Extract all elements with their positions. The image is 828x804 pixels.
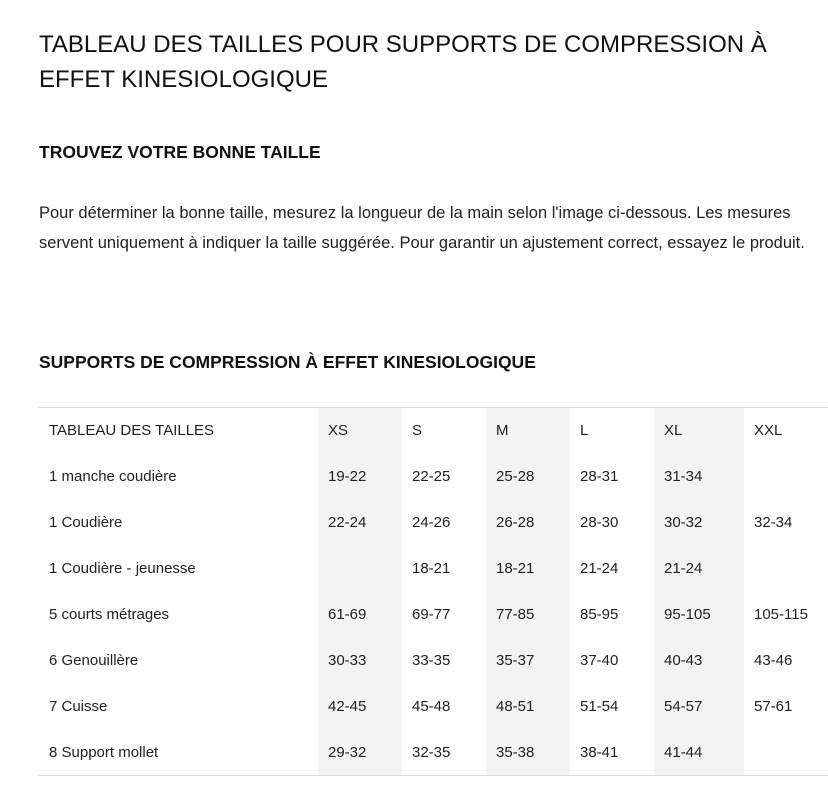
header-cell-l: L	[580, 422, 589, 440]
table-cell: 41-44	[654, 730, 744, 776]
table-cell: 35-37	[486, 638, 570, 684]
table-cell: 32-34	[754, 514, 793, 531]
header-cell-xs: XS	[318, 408, 402, 454]
header-cell: TABLEAU DES TAILLES	[49, 422, 215, 440]
table-cell: 18-21	[486, 546, 570, 592]
row-label: 1 Coudière - jeunesse	[49, 560, 196, 577]
header-cell-xxl: XXL	[754, 422, 783, 440]
table-cell: 42-45	[318, 684, 402, 730]
table-cell: 25-28	[486, 454, 570, 500]
header-cell-s: S	[412, 422, 423, 440]
table-cell	[318, 546, 402, 592]
table-row	[39, 546, 828, 592]
table-cell: 85-95	[580, 606, 619, 623]
table-cell: 45-48	[412, 698, 451, 715]
header-cell-xl: XL	[654, 408, 744, 454]
table-row	[39, 592, 828, 638]
table-row	[39, 684, 828, 730]
table-cell: 57-61	[754, 698, 793, 715]
table-cell: 29-32	[318, 730, 402, 776]
table-row	[39, 638, 828, 684]
table-cell: 33-35	[412, 652, 451, 669]
page-title: TABLEAU DES TAILLES POUR SUPPORTS DE COMPRESSION À EFFET KINESIOLOGIQUE	[39, 31, 767, 93]
table-cell: 21-24	[580, 560, 619, 577]
table-cell: 18-21	[412, 560, 451, 577]
table-cell: 28-30	[580, 514, 619, 531]
table-cell: 35-38	[486, 730, 570, 776]
table-cell: 37-40	[580, 652, 619, 669]
table-cell	[744, 546, 828, 592]
row-label: 1 manche coudière	[49, 468, 177, 485]
table-cell: 105-115	[754, 606, 808, 623]
table-cell: 31-34	[654, 454, 744, 500]
table-cell: 51-54	[580, 698, 619, 715]
table-cell: 40-43	[654, 638, 744, 684]
table-cell: 22-25	[412, 468, 451, 485]
table-cell: 43-46	[754, 652, 793, 669]
table-cell: 21-24	[654, 546, 744, 592]
header-cell-m: M	[486, 408, 570, 454]
table-row	[39, 454, 828, 500]
table-cell: 38-41	[580, 743, 619, 761]
size-chart-table	[39, 407, 828, 776]
table-cell	[744, 454, 828, 500]
table-cell: 30-33	[318, 638, 402, 684]
table-cell: 19-22	[318, 454, 402, 500]
row-label: 8 Support mollet	[49, 743, 159, 761]
intro-paragraph: Pour déterminer la bonne taille, mesurez la longueur de la main selon l'image ci-dessous. Les mesures servent uniquement à indiquer la taille suggérée. Pour garantir un ajustement correct, essayez le produit.	[39, 204, 805, 252]
table-cell: 61-69	[318, 592, 402, 638]
table-cell: 77-85	[486, 592, 570, 638]
table-cell: 48-51	[486, 684, 570, 730]
section-title: TROUVEZ VOTRE BONNE TAILLE	[39, 142, 321, 162]
table-cell: 28-31	[580, 468, 619, 485]
table-title: SUPPORTS DE COMPRESSION À EFFET KINESIOLOGIQUE	[39, 352, 536, 372]
table-cell: 22-24	[318, 500, 402, 546]
table-cell: 54-57	[654, 684, 744, 730]
table-cell: 69-77	[412, 606, 451, 623]
table-cell: 32-35	[412, 743, 451, 761]
table-row	[39, 730, 828, 776]
table-cell: 24-26	[412, 514, 451, 531]
row-label: 6 Genouillère	[49, 652, 139, 669]
table-cell: 26-28	[486, 500, 570, 546]
table-row	[39, 500, 828, 546]
row-label: 5 courts métrages	[49, 606, 170, 623]
table-cell	[744, 730, 828, 776]
table-header-row	[39, 408, 828, 454]
table-cell: 30-32	[654, 500, 744, 546]
table-cell: 95-105	[654, 592, 744, 638]
row-label: 7 Cuisse	[49, 698, 108, 715]
row-label: 1 Coudière	[49, 514, 123, 531]
